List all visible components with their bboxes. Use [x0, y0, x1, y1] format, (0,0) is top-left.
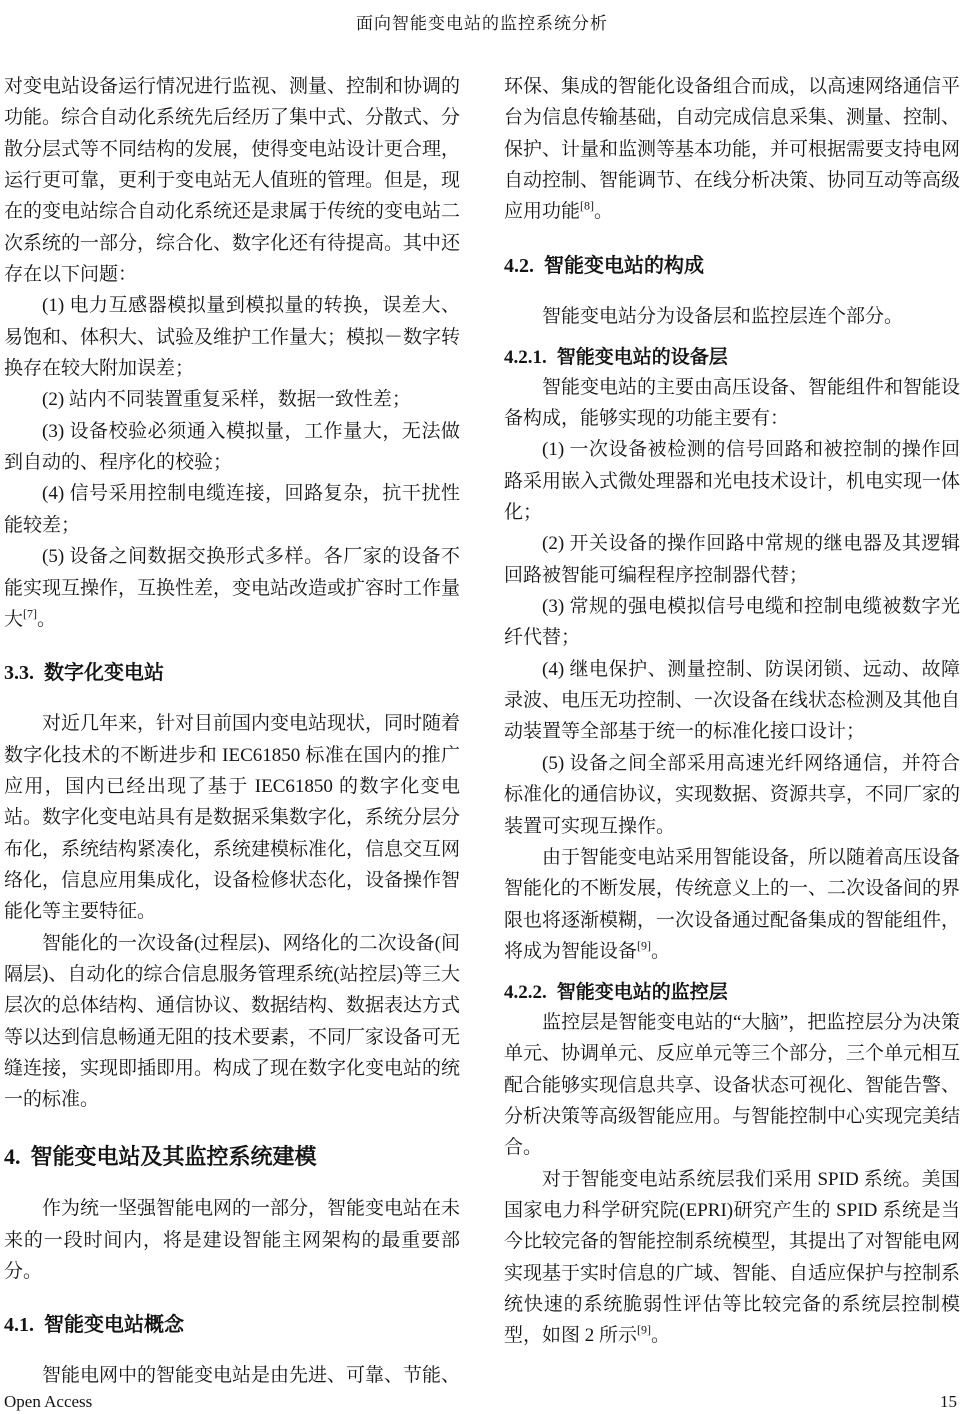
paragraph-text: 。 [37, 608, 57, 630]
paragraph-text: (4) 信号采用控制电缆连接，回路复杂，抗干扰性能较差； [4, 483, 460, 536]
paragraph-text: (4) 继电保护、测量控制、防误闭锁、远动、故障录波、电压无功控制、一次设备在线状态检测及其他自动装置等全部基于统一的标准化接口设计； [504, 658, 961, 743]
paragraph [504, 528, 960, 591]
paragraph [504, 748, 960, 842]
paragraph [504, 434, 960, 528]
paragraph [504, 842, 960, 967]
paragraph [4, 541, 460, 635]
paragraph [4, 290, 460, 384]
paragraph-text: 。 [651, 1325, 671, 1347]
section-heading-4-1 [4, 1312, 460, 1339]
running-head-title: 面向智能变电站的监控系统分析 [356, 14, 608, 33]
section-number: 3.3. [4, 662, 34, 685]
paragraph-text: (1) 一次设备被检测的信号回路和被控制的操作回路采用嵌入式微处理器和光电技术设计，机电实现一体化； [504, 439, 961, 524]
section-title-text: 数字化变电站 [44, 662, 164, 685]
paragraph [504, 1164, 960, 1352]
paragraph-text: 监控层是智能变电站的“大脑”，把监控层分为决策单元、协调单元、反应单元等三个部分，三个单元相互配合能够实现信息共享、设备状态可视化、智能告警、分析决策等高级智能应用。与智能控制中心实现完美结合。 [504, 1011, 961, 1159]
paragraph-text: (2) 开关设备的操作回路中常规的继电器及其逻辑回路被智能可编程程序控制器代替； [504, 533, 960, 586]
paragraph [504, 1007, 960, 1164]
citation-superscript: [9] [637, 1322, 652, 1337]
paragraph-text: 。 [594, 201, 614, 223]
section-heading-4-2-1 [504, 345, 960, 371]
two-column-content [0, 71, 964, 1392]
paragraph [4, 708, 460, 927]
footer-open-access-label: Open Access [4, 1392, 93, 1411]
citation-superscript: [8] [580, 199, 595, 214]
paragraph-text: 。 [651, 940, 671, 962]
paragraph-text: 环保、集成的智能化设备组合而成，以高速网络通信平台为信息传输基础，自动完成信息采集、测量、控制、保护、计量和监测等基本功能，并可根据需要支持电网自动控制、智能调节、在线分析决策、协同互动等高级应用功能 [504, 76, 961, 223]
paragraph-text: 智能变电站的主要由高压设备、智能组件和智能设备构成，能够实现的功能主要有： [504, 376, 961, 430]
paragraph [504, 372, 960, 435]
section-heading-4-2 [504, 253, 960, 280]
page-footer [0, 1392, 964, 1412]
paragraph-text: (5) 设备之间数据交换形式多样。各厂家的设备不能实现互操作，互换性差，变电站改造或扩容时工作量大 [4, 546, 461, 630]
paragraph [504, 654, 960, 748]
paragraph-text: (1) 电力互感器模拟量到模拟量的转换，误差大、易饱和、体积大、试验及维护工作量大；模拟－数字转换存在较大附加误差； [4, 295, 461, 380]
section-heading-4-2-2 [504, 980, 960, 1006]
section-number: 4.2. [504, 254, 534, 277]
paragraph-text: 对变电站设备运行情况进行监视、测量、控制和协调的功能。综合自动化系统先后经历了集中式、分散式、分散分层式等不同结构的发展，使得变电站设计更合理，运行更可靠，更利于变电站无人值班的管理。但是，现在的变电站综合自动化系统还是隶属于传统的变电站二次系统的一部分，综合化、数字化还有待提高。其中还存在以下问题： [4, 76, 461, 286]
paragraph [4, 928, 460, 1116]
citation-superscript: [9] [637, 938, 652, 953]
paragraph [504, 591, 960, 654]
paragraph-text: (2) 站内不同装置重复采样，数据一致性差； [42, 389, 411, 411]
paragraph-text: (5) 设备之间全部采用高速光纤网络通信，并符合标准化的通信协议，实现数据、资源共享，不同厂家的装置可实现互操作。 [504, 752, 961, 837]
section-number: 4. [4, 1143, 21, 1169]
paragraph-text: (3) 常规的强电模拟信号电缆和控制电缆被数字光纤代替； [504, 596, 960, 649]
paragraph [4, 71, 460, 290]
citation-superscript: [7] [23, 606, 38, 621]
paragraph [4, 478, 460, 541]
section-title-text: 智能变电站的监控层 [556, 982, 728, 1004]
section-title-text: 智能变电站及其监控系统建模 [30, 1143, 317, 1169]
paragraph [4, 1193, 460, 1287]
page-number: 15 [940, 1392, 957, 1411]
paragraph-text: (3) 设备校验必须通入模拟量，工作量大，无法做到自动的、程序化的校验； [4, 420, 460, 474]
paragraph-text: 由于智能变电站采用智能设备，所以随着高压设备智能化的不断发展，传统意义上的一、二次设备间的界限也将逐渐模糊，一次设备通过配备集成的智能组件，将成为智能设备 [504, 846, 961, 962]
column-right [504, 71, 960, 1392]
section-heading-3-3 [4, 660, 460, 687]
paragraph-text: 对近几年来，针对目前国内变电站现状，同时随着数字化技术的不断进步和 IEC61850 标准在国内的推广应用，国内已经出现了基于 IEC61850 的数字化变电站。数字化变电站具有是数据采集数字化，系统分层分布化，系统结构紧凑化，系统建模标准化，信息交互网络化，信息应用集成化，设备检修状态化，设备操作智能化等主要特征。 [4, 713, 461, 923]
paragraph [4, 384, 460, 415]
section-heading-4 [4, 1142, 460, 1172]
column-left [4, 71, 460, 1392]
paragraph [504, 71, 960, 228]
paragraph [4, 1360, 460, 1391]
section-title-text: 智能变电站的设备层 [556, 347, 728, 369]
paragraph-text: 作为统一坚强智能电网的一部分，智能变电站在未来的一段时间内，将是建设智能主网架构的最重要部分。 [4, 1198, 461, 1283]
section-title-text: 智能变电站概念 [44, 1314, 184, 1337]
paragraph [504, 301, 960, 332]
section-number: 4.2.2. [504, 982, 547, 1004]
paragraph [4, 416, 460, 479]
paragraph-text: 智能变电站分为设备层和监控层连个部分。 [542, 305, 904, 327]
paragraph-text: 智能电网中的智能变电站是由先进、可靠、节能、 [42, 1365, 461, 1387]
section-number: 4.2.1. [504, 347, 547, 369]
paragraph-text: 对于智能变电站系统层我们采用 SPID 系统。美国国家电力科学研究院(EPRI)研究产生的 SPID 系统是当今比较完备的智能控制系统模型，其提出了对智能电网实现基于实时信息的广域、智能、自适应保护与控制系统快速的系统脆弱性评估等比较完备的系统层控制模型，如图 2 所示 [504, 1168, 961, 1347]
section-title-text: 智能变电站的构成 [544, 254, 704, 277]
section-number: 4.1. [4, 1314, 34, 1337]
paragraph-text: 智能化的一次设备(过程层)、网络化的二次设备(间隔层)、自动化的综合信息服务管理系统(站控层)等三大层次的总体结构、通信协议、数据结构、数据表达方式等以达到信息畅通无阻的技术要素，不同厂家设备可无缝连接，实现即插即用。构成了现在数字化变电站的统一的标准。 [4, 932, 461, 1111]
